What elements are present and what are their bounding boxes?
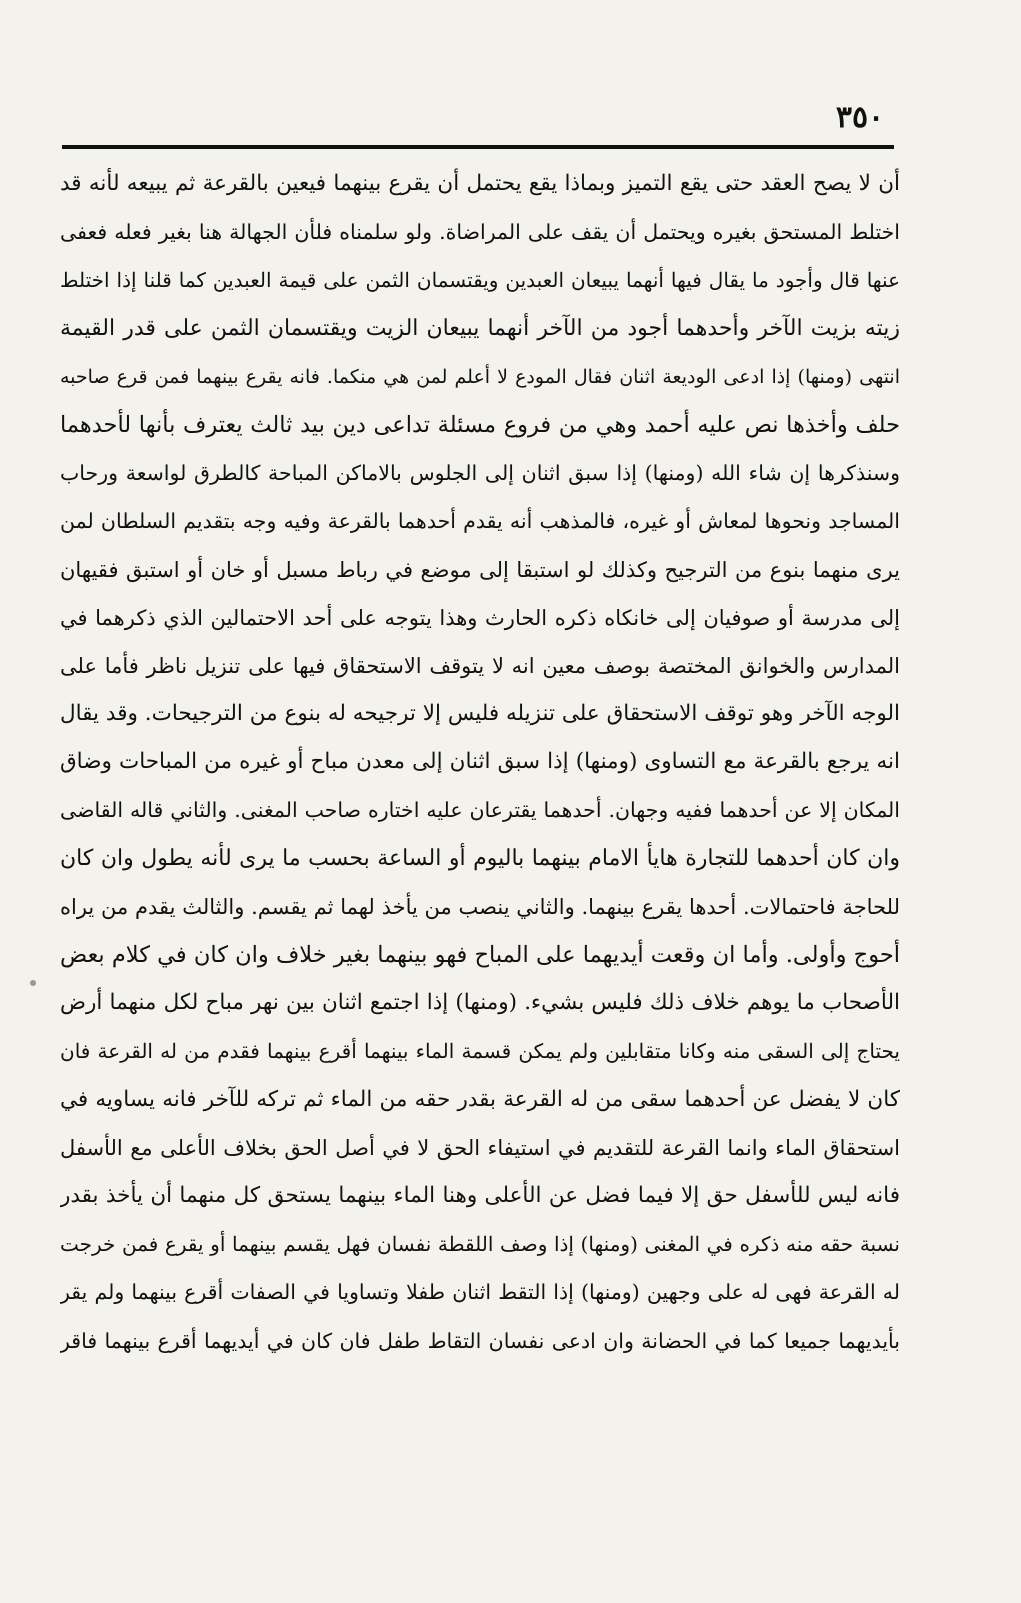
text-line: وان كان أحدهما للتجارة هايأ الامام بينهما باليوم أو الساعة بحسب ما يرى لأنه يطول وان كان — [60, 845, 900, 871]
text-line: المساجد ونحوها لمعاش أو غيره، فالمذهب أنه يقدم أحدهما بالقرعة وفيه وجه بتقديم السلطان لمن — [60, 509, 900, 534]
text-line: زيته بزيت الآخر وأحدهما أجود من الآخر أنهما يبيعان الزيت ويقتسمان الثمن على قدر القيمة — [60, 315, 900, 341]
text-line: استحقاق الماء وانما القرعة للتقديم في استيفاء الحق لا في أصل الحق بخلاف الأعلى مع الأسفل — [60, 1135, 900, 1160]
text-line: نسبة حقه منه ذكره في المغنى (ومنها) إذا وصف اللقطة نفسان فهل يقسم بينهما أو يقرع فمن خرجت — [60, 1232, 900, 1257]
text-line: يرى منهما بنوع من الترجيح وكذلك لو استبقا إلى موضع في رباط مسبل أو خان أو استبق فقيهان — [60, 557, 900, 582]
text-line: للحاجة فاحتمالات. أحدها يقرع بينهما. والثاني ينصب من يأخذ لهما ثم يقسم. والثالث يقدم من يراه — [60, 894, 900, 919]
page-number: ٣٥٠ — [835, 100, 885, 135]
header-rule — [62, 145, 894, 149]
body-text — [60, 160, 900, 1365]
text-line: انه يرجع بالقرعة مع التساوى (ومنها) إذا سبق اثنان إلى معدن مباح أو غيره من المباحات وضاق — [60, 749, 900, 775]
margin-speck — [30, 980, 36, 986]
text-line: وسنذكرها إن شاء الله (ومنها) إذا سبق اثنان إلى الجلوس بالاماكن المباحة كالطرق لواسعة ورحاب — [60, 461, 900, 486]
text-line: أن لا يصح العقد حتى يقع التميز وبماذا يقع يحتمل أن يقرع بينهما فيعين بالقرعة ثم يبيعه لأنه قد — [60, 171, 900, 196]
text-line: كان لا يفضل عن أحدهما سقى من له القرعة بقدر حقه من الماء ثم تركه للآخر فانه يساويه في — [60, 1086, 900, 1112]
text-line: إلى مدرسة أو صوفيان إلى خانكاه ذكره الحارث وهذا يتوجه على أحد الاحتمالين الذي ذكرهما في — [60, 605, 900, 630]
text-line: انتهى (ومنها) إذا ادعى الوديعة اثنان فقال المودع لا أعلم لمن هي منكما. فانه يقرع بينهما فمن قرع صاحبه — [60, 365, 900, 388]
text-line: حلف وأخذها نص عليه أحمد وهي من فروع مسئلة تداعى دين بيد ثالث يعترف بأنها لأحدهما — [60, 411, 900, 438]
text-line: فانه ليس للأسفل حق إلا فيما فضل عن الأعلى وهنا الماء بينهما يستحق كل منهما أن يأخذ بقدر — [60, 1182, 900, 1208]
text-line: عنها قال وأجود ما يقال فيها أنهما يبيعان العبدين ويقتسمان الثمن على قيمة العبدين كما قلنا إذا اختلط — [60, 268, 900, 293]
text-line: بأيديهما جميعا كما في الحضانة وان ادعى نفسان التقاط طفل فان كان في أيديهما أقرع بينهما فاقر — [60, 1328, 900, 1353]
text-line: المكان إلا عن أحدهما ففيه وجهان. أحدهما يقترعان عليه اختاره صاحب المغنى. والثاني قاله القاضى — [60, 798, 900, 823]
text-line: الأصحاب ما يوهم خلاف ذلك فليس بشيء. (ومنها) إذا اجتمع اثنان بين نهر مباح لكل منهما أرض — [60, 990, 900, 1016]
text-line: المدارس والخوانق المختصة بوصف معين انه لا يتوقف الاستحقاق فيها على تنزيل ناظر فأما على — [60, 653, 900, 678]
text-line: الوجه الآخر وهو توقف الاستحقاق على تنزيله فليس إلا ترجيحه له بنوع من الترجيحات. وقد يقال — [60, 701, 900, 727]
text-line: أحوج وأولى. وأما ان وقعت أيديهما على المباح فهو بينهما بغير خلاف وان كان في كلام بعض — [60, 942, 900, 968]
text-line: اختلط المستحق بغيره ويحتمل أن يقف على المراضاة. ولو سلمناه فلأن الجهالة هنا بغير فعله فعفى — [60, 220, 900, 245]
text-line: له القرعة فهى له على وجهين (ومنها) إذا التقط اثنان طفلا وتساويا في الصفات أقرع بينهما ولم يقر — [60, 1280, 900, 1305]
text-line: يحتاج إلى السقى منه وكانا متقابلين ولم يمكن قسمة الماء بينهما أقرع بينهما فقدم من له القرعة فان — [60, 1039, 900, 1064]
